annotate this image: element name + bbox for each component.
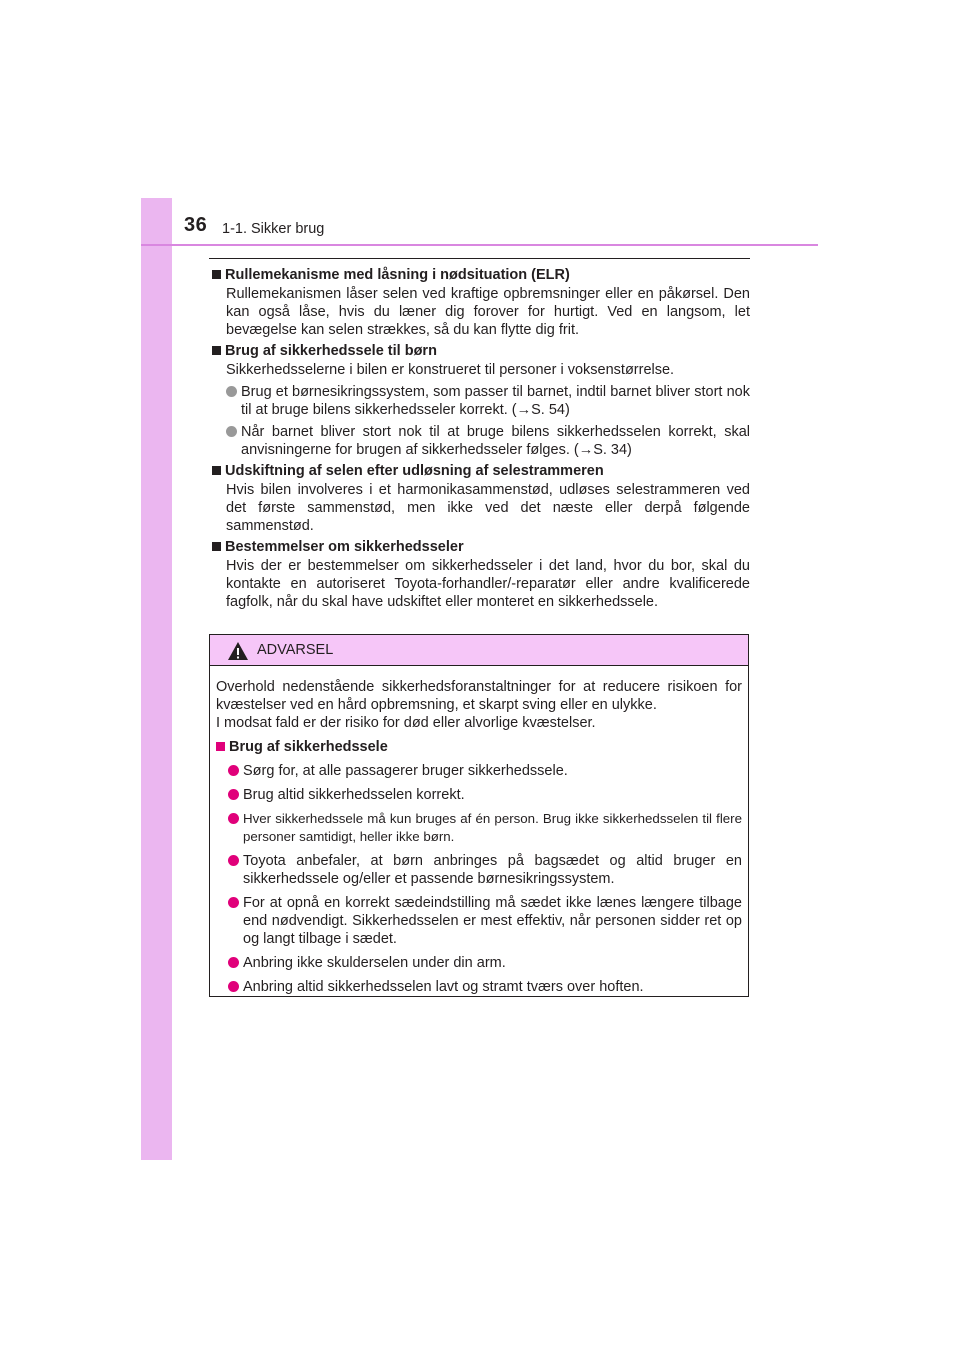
main-content bbox=[210, 266, 750, 611]
warning-list-item: For at opnå en korrekt sædeindstilling må sædet ikke lænes længere tilbage end nødvendigt. Sikkerhedsselen er mest effektiv, når personen sidder ret op og langt tilbage i sædet. bbox=[228, 894, 742, 948]
warning-list-item: Toyota anbefaler, at børn anbringes på bagsædet og altid bruger en sikkerhedssele og/eller et passende børnesikringssystem. bbox=[228, 852, 742, 888]
chapter-sidebar-tab bbox=[141, 198, 172, 1160]
bullet-dot-icon bbox=[228, 897, 239, 908]
section-heading: Udskiftning af selen efter udløsning af selestrammeren bbox=[210, 462, 750, 480]
bullet-dot-icon bbox=[228, 813, 239, 824]
bullet-dot-icon bbox=[228, 789, 239, 800]
section-heading: Rullemekanisme med låsning i nødsituation (ELR) bbox=[210, 266, 750, 284]
bullet-dot-icon bbox=[228, 855, 239, 866]
warning-list-item: Sørg for, at alle passagerer bruger sikkerhedssele. bbox=[228, 762, 742, 780]
warning-list-item: Brug altid sikkerhedsselen korrekt. bbox=[228, 786, 742, 804]
section-heading: Brug af sikkerhedssele til børn bbox=[210, 342, 750, 360]
list-item: Når barnet bliver stort nok til at bruge bilens sikkerhedsselen korrekt, skal anvisningerne for brugen af sikkerhedsseler følges. (→S. 34) bbox=[226, 423, 750, 459]
warning-list-item: Hver sikkerhedssele må kun bruges af én person. Brug ikke sikkerhedsselen til flere personer samtidigt, heller ikke børn. bbox=[228, 810, 742, 846]
bullet-dot-icon bbox=[226, 386, 237, 397]
warning-triangle-icon bbox=[227, 641, 249, 661]
section-text: Hvis bilen involveres i et harmonikasammenstød, udløses selestrammeren ved det første sammenstød, men ikke ved det næste eller derpå følgende sammenstød. bbox=[226, 482, 750, 534]
warning-title: ADVARSEL bbox=[257, 642, 334, 658]
bullet-dot-icon bbox=[228, 957, 239, 968]
square-bullet-icon bbox=[212, 346, 221, 355]
square-bullet-icon bbox=[212, 466, 221, 475]
warning-box bbox=[209, 634, 749, 997]
square-bullet-icon bbox=[216, 742, 225, 751]
square-bullet-icon bbox=[212, 542, 221, 551]
content-divider bbox=[209, 258, 750, 259]
warning-header bbox=[210, 635, 748, 666]
warning-body bbox=[210, 666, 748, 996]
square-bullet-icon bbox=[212, 270, 221, 279]
section-text: Hvis der er bestemmelser om sikkerhedsseler i det land, hvor du bor, skal du kontakte en autoriseret Toyota-forhandler/-reparatør eller andre kvalificerede fagfolk, når du skal have udskiftet eller monteret en sikkerhedssele. bbox=[226, 558, 750, 610]
bullet-dot-icon bbox=[226, 426, 237, 437]
header-divider bbox=[141, 244, 818, 246]
page-number: 36 bbox=[184, 214, 208, 236]
warning-intro-consequence: I modsat fald er der risiko for død eller alvorlige kvæstelser. bbox=[216, 715, 596, 731]
section-heading: Bestemmelser om sikkerhedsseler bbox=[210, 538, 750, 556]
warning-heading: Brug af sikkerhedssele bbox=[214, 738, 742, 756]
section-text: Sikkerhedsselerne i bilen er konstrueret til personer i voksenstørrelse. bbox=[226, 362, 675, 378]
section-title: 1-1. Sikker brug bbox=[222, 221, 325, 237]
warning-list-item: Anbring altid sikkerhedsselen lavt og stramt tværs over hoften. bbox=[228, 978, 742, 996]
bullet-dot-icon bbox=[228, 981, 239, 992]
section-text: Rullemekanismen låser selen ved kraftige opbremsninger eller en påkørsel. Den kan også låse, hvis du læner dig forover for hurtigt. Ved en langsom, let bevægelse kan selen strækkes, så du kan flytte dig frit. bbox=[226, 286, 750, 338]
warning-intro: Overhold nedenstående sikkerhedsforanstaltninger for at reducere risikoen for kvæstelser ved en hård opbremsning, et skarpt sving eller en ulykke. bbox=[216, 679, 742, 713]
warning-list-item: Anbring ikke skulderselen under din arm. bbox=[228, 954, 742, 972]
list-item: Brug et børnesikringssystem, som passer til barnet, indtil barnet bliver stort nok til at bruge bilens sikkerhedsseler korrekt. (→S. 54) bbox=[226, 383, 750, 419]
bullet-dot-icon bbox=[228, 765, 239, 776]
